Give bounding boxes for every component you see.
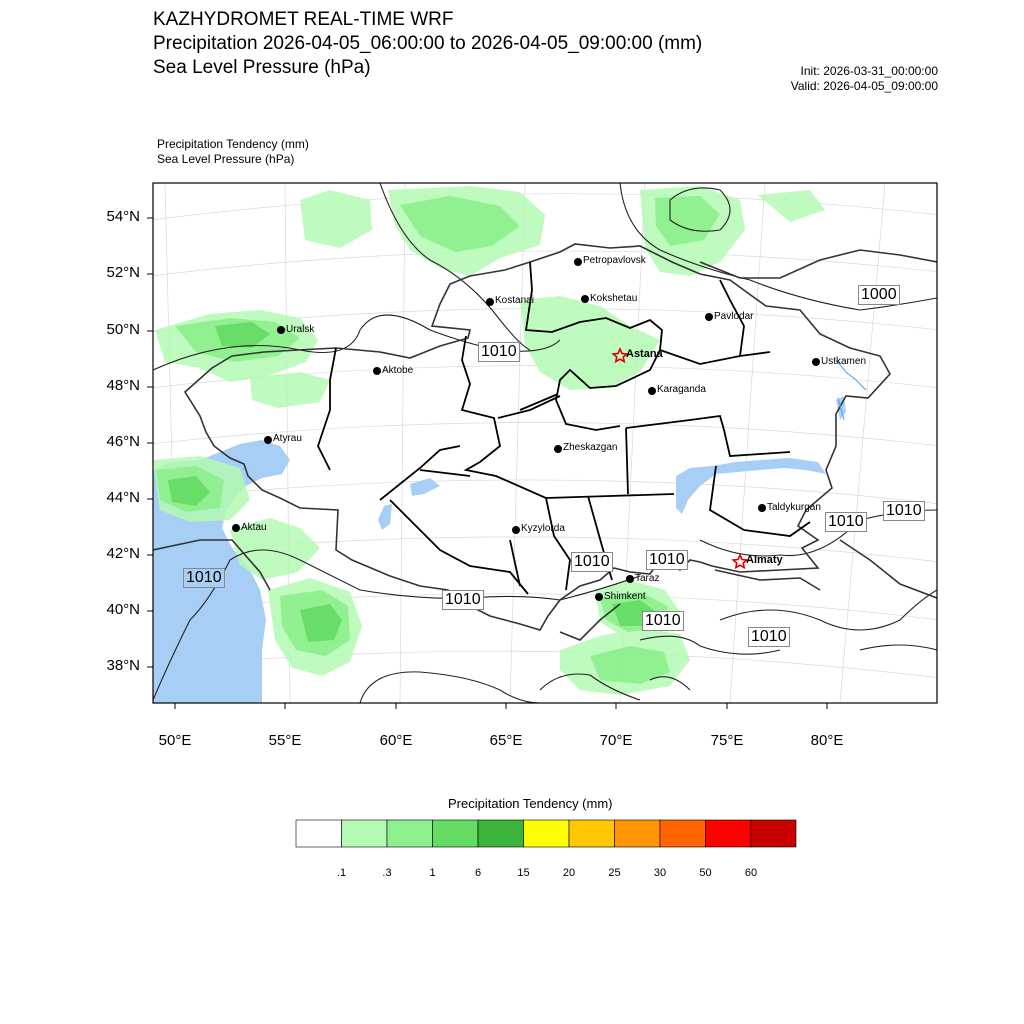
lat-label: 38°N	[106, 657, 140, 674]
city-label-kyzylorda: Kyzylorda	[521, 523, 565, 534]
colorbar-label: 6	[474, 867, 482, 879]
colorbar-label: .1	[336, 867, 347, 879]
city-dot-taldykurgan	[758, 504, 766, 512]
city-dot-karaganda	[648, 387, 656, 395]
capital-star-icon	[733, 555, 747, 568]
city-dot-zheskazgan	[554, 445, 562, 453]
lat-label: 46°N	[106, 433, 140, 450]
lon-label: 60°E	[379, 732, 413, 749]
city-label-almaty: Almaty	[746, 554, 783, 566]
lat-label: 54°N	[106, 208, 140, 225]
chart-subtitle-slp: Sea Level Pressure (hPa)	[153, 57, 371, 78]
city-dot-ustkamen	[812, 358, 820, 366]
city-label-taraz: Taraz	[635, 573, 660, 584]
city-label-ustkamen: Ustkamen	[821, 356, 867, 367]
capital-star-icon	[613, 349, 627, 362]
city-label-pavlodar: Pavlodar	[714, 311, 754, 322]
colorbar-label: 1	[429, 867, 436, 879]
lat-label: 52°N	[106, 264, 140, 281]
chart-subtitle-precip: Precipitation 2026-04-05_06:00:00 to 2026-04-05_09:00:00 (mm)	[153, 33, 703, 54]
lon-label: 75°E	[710, 732, 744, 749]
colorbar-label: 60	[744, 867, 758, 879]
city-label-kokshetau: Kokshetau	[590, 293, 638, 304]
city-label-aktau: Aktau	[241, 522, 267, 533]
city-label-karaganda: Karaganda	[657, 384, 706, 395]
colorbar-title: Precipitation Tendency (mm)	[448, 796, 613, 811]
city-dot-aktobe	[373, 367, 381, 375]
city-dot-uralsk	[277, 326, 285, 334]
city-label-petropavlovsk: Petropavlovsk	[583, 255, 646, 266]
lon-label: 65°E	[489, 732, 523, 749]
city-label-kostanai: Kostanai	[495, 295, 534, 306]
colorbar-label: 25	[608, 867, 621, 879]
field-label-precip: Precipitation Tendency (mm)	[157, 137, 309, 151]
isobar-label: 1010	[442, 590, 484, 610]
field-label-slp: Sea Level Pressure (hPa)	[157, 152, 295, 166]
lat-label: 42°N	[106, 545, 140, 562]
city-label-atyrau: Atyrau	[273, 433, 302, 444]
isobar-label: 1010	[825, 512, 867, 532]
isobar-label: 1010	[571, 552, 613, 572]
isobar-label: 1010	[883, 501, 925, 521]
lon-label: 50°E	[158, 732, 192, 749]
isobar-label: 1010	[642, 611, 684, 631]
lat-label: 48°N	[106, 377, 140, 394]
colorbar-label: .3	[382, 867, 392, 879]
city-dot-atyrau	[264, 436, 272, 444]
isobar-label: 1010	[646, 550, 688, 570]
city-label-shimkent: Shimkent	[604, 591, 646, 602]
city-label-taldykurgan: Taldykurgan	[767, 502, 821, 513]
isobar-label: 1000	[858, 285, 900, 305]
lat-label: 40°N	[106, 601, 140, 618]
city-dot-kokshetau	[581, 295, 589, 303]
city-label-astana: Astana	[626, 348, 663, 360]
isobar-label: 1010	[748, 627, 790, 647]
city-dot-aktau	[232, 524, 240, 532]
lat-label: 44°N	[106, 489, 140, 506]
city-label-uralsk: Uralsk	[286, 324, 315, 335]
city-dot-pavlodar	[705, 313, 713, 321]
city-dot-kyzylorda	[512, 526, 520, 534]
init-time: Init: 2026-03-31_00:00:00	[800, 64, 938, 78]
colorbar-label: 50	[699, 867, 712, 879]
lat-label: 50°N	[106, 321, 140, 338]
lon-label: 80°E	[810, 732, 844, 749]
lon-label: 70°E	[599, 732, 633, 749]
chart-title: KAZHYDROMET REAL-TIME WRF	[153, 9, 454, 30]
city-dot-shimkent	[595, 593, 603, 601]
valid-time: Valid: 2026-04-05_09:00:00	[790, 79, 938, 93]
colorbar-label: 20	[562, 867, 576, 879]
colorbar-label: 15	[517, 867, 530, 879]
city-dot-kostanai	[486, 298, 494, 306]
city-dot-taraz	[626, 575, 634, 583]
isobar-label: 1010	[478, 342, 520, 362]
city-label-aktobe: Aktobe	[382, 365, 414, 376]
city-dot-petropavlovsk	[574, 258, 582, 266]
isobar-label: 1010	[183, 568, 225, 588]
city-label-zheskazgan: Zheskazgan	[563, 442, 618, 453]
colorbar-label: 30	[653, 867, 667, 879]
lon-label: 55°E	[268, 732, 302, 749]
